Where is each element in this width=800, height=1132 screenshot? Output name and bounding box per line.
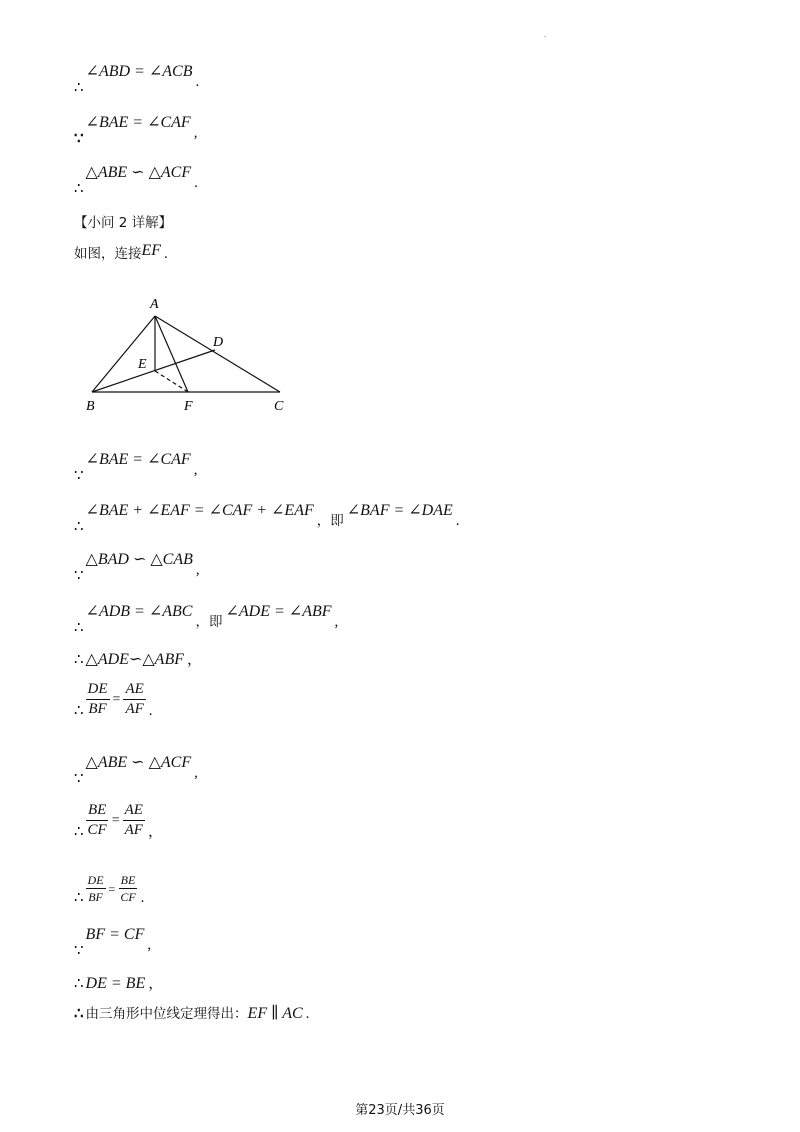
equals-sign: =: [112, 691, 121, 707]
line-8: [74, 652, 202, 668]
conclusion-text: 由三角形中位线定理得出：: [85, 1006, 248, 1022]
math-expression: ∠BAE = ∠CAF: [85, 114, 191, 131]
math-expression: ∠BAF = ∠DAE: [346, 502, 453, 519]
triangle-figure: [78, 294, 298, 419]
line-5: [74, 503, 460, 534]
fraction-de-bf: [86, 682, 110, 717]
therefore-symbol: ∴: [74, 179, 84, 197]
numerator: BE: [120, 873, 136, 887]
punctuation: ，: [186, 652, 202, 668]
therefore-symbol: ∴: [74, 618, 84, 636]
math-expression: ∠BAE = ∠CAF: [85, 451, 191, 468]
math-expression: △ABE ∽ △ACF: [85, 164, 192, 181]
therefore-symbol: ∴: [74, 821, 84, 840]
segment-ac: [155, 316, 280, 392]
punctuation: .: [455, 513, 460, 529]
line-3: [74, 165, 198, 196]
math-expression: △BAD ∽ △CAB: [85, 551, 193, 568]
punctuation: .: [140, 889, 145, 906]
math-expression: △ABE ∽ △ACF: [85, 754, 192, 771]
math-expression: ∠ADB = ∠ABC: [85, 603, 193, 620]
line-2: [74, 115, 197, 146]
denominator: CF: [87, 822, 107, 838]
denominator: AF: [124, 822, 143, 838]
punctuation: ,: [334, 614, 339, 630]
because-symbol: ∵: [74, 129, 84, 147]
fraction-ae-af: [123, 682, 145, 717]
line-12: [74, 874, 144, 906]
label-c: C: [274, 399, 284, 414]
math-expression: EF ∥ AC: [247, 1005, 303, 1022]
numerator: DE: [87, 873, 104, 887]
punctuation: ,: [193, 125, 198, 141]
section-heading: 【小问 2 详解】: [74, 215, 173, 231]
punctuation: .: [164, 246, 168, 262]
segment-af: [155, 316, 188, 392]
equals-sign: =: [111, 812, 120, 828]
math-expression: EF: [141, 242, 162, 259]
intro-line: [74, 243, 168, 262]
segment-bd: [92, 350, 215, 392]
fraction-de-bf: [86, 874, 106, 903]
punctuation: .: [194, 175, 198, 191]
numerator: BE: [86, 803, 108, 821]
math-expression: BF = CF: [85, 926, 145, 943]
therefore-symbol: ∴: [74, 974, 84, 992]
punctuation: .: [195, 74, 200, 90]
denominator: BF: [88, 890, 103, 904]
because-symbol: ∵: [74, 941, 84, 959]
intro-text: 如图，连接: [74, 246, 142, 262]
because-symbol: ∵: [74, 769, 84, 787]
label-d: D: [213, 335, 224, 350]
punctuation: ，: [148, 976, 164, 992]
math-expression: ∠ABD = ∠ACB: [85, 63, 193, 80]
connector-text: ，即: [316, 513, 344, 529]
denominator: BF: [88, 701, 107, 717]
punctuation: .: [148, 702, 153, 719]
math-expression: DE = BE: [85, 975, 146, 992]
connector-text: ，即: [195, 614, 223, 630]
punctuation: ,: [194, 765, 198, 781]
because-symbol: ∵: [74, 466, 84, 484]
line-7: [74, 604, 338, 635]
math-expression: ∠BAE + ∠EAF = ∠CAF + ∠EAF: [85, 502, 314, 519]
top-mark: .: [544, 30, 546, 39]
numerator: DE: [86, 682, 110, 700]
line-14: [74, 976, 163, 992]
punctuation: ,: [147, 937, 152, 953]
label-e: E: [138, 357, 147, 372]
line-15: [74, 1006, 309, 1022]
because-symbol: ∵: [74, 566, 84, 584]
line-6: [74, 552, 200, 583]
fraction-ae-af: [123, 803, 145, 838]
therefore-symbol: ∴: [74, 1004, 84, 1022]
numerator: AE: [123, 682, 145, 700]
line-9: [74, 682, 153, 719]
punctuation: .: [305, 1006, 310, 1022]
segment-ab: [92, 316, 155, 392]
punctuation: ,: [193, 462, 198, 478]
therefore-symbol: ∴: [74, 517, 84, 535]
equals-sign: =: [108, 881, 116, 896]
punctuation: ,: [195, 562, 200, 578]
line-13: [74, 927, 151, 958]
fraction-be-cf: [86, 803, 109, 838]
line-4: [74, 452, 197, 483]
label-f: F: [184, 399, 193, 414]
therefore-symbol: ∴: [74, 78, 84, 96]
line-11: [74, 803, 163, 840]
denominator: AF: [125, 701, 144, 717]
line-10: [74, 755, 198, 786]
therefore-symbol: ∴: [74, 700, 84, 719]
therefore-symbol: ∴: [74, 887, 84, 906]
numerator: AE: [123, 803, 145, 821]
page-number-footer: 第23页/共36页: [355, 1103, 445, 1118]
math-expression: △ADE∽△ABF: [85, 651, 184, 668]
line-1: [74, 64, 199, 95]
math-expression: ∠ADE = ∠ABF: [225, 603, 332, 620]
punctuation: ，: [147, 823, 163, 840]
fraction-be-cf: [118, 874, 137, 903]
denominator: CF: [120, 890, 136, 904]
therefore-symbol: ∴: [74, 650, 84, 668]
label-b: B: [86, 399, 95, 414]
label-a: A: [150, 297, 159, 312]
